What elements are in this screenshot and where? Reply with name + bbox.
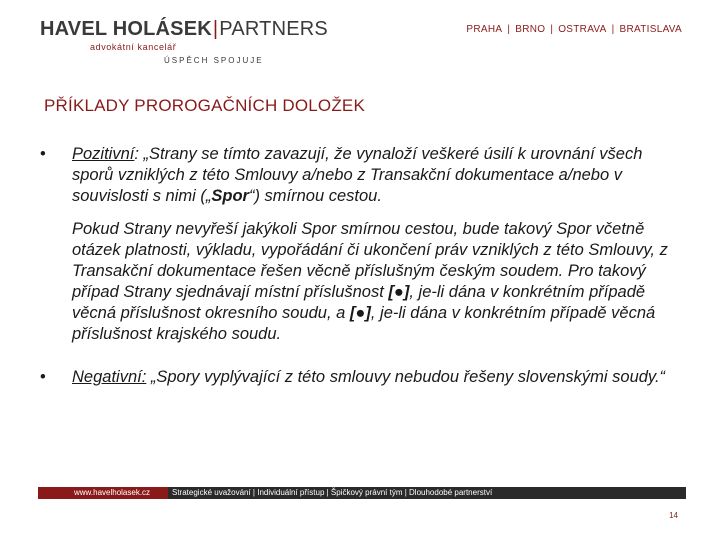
slide-title: PŘÍKLADY PROROGAČNÍCH DOLOŽEK: [44, 96, 365, 115]
city-separator: |: [507, 24, 511, 35]
slide-content: [40, 144, 680, 388]
bullet-lead-negative: Negativní:: [72, 368, 147, 386]
logo-divider: |: [212, 18, 219, 40]
placeholder-mark-1: [●]: [388, 283, 410, 301]
city-bratislava: BRATISLAVA: [619, 24, 682, 35]
placeholder-mark-2: [●]: [349, 304, 371, 322]
logo-wordmark: [40, 18, 328, 41]
logo-subtitle: advokátní kancelář: [90, 42, 177, 52]
bullet-negative: [40, 367, 680, 388]
city-brno: BRNO: [515, 24, 546, 35]
positive-clause-paragraph-1: [72, 144, 680, 207]
office-cities: [466, 24, 682, 35]
negative-text: „Spory vyplývající z této smlouvy nebudou řešeny slovenskými soudy.“: [146, 368, 666, 386]
logo-tagline: ÚSPĚCH SPOJUJE: [164, 56, 264, 65]
negative-clause-paragraph: [72, 367, 680, 388]
bullet-marker: •: [40, 368, 46, 386]
positive-text-d: , je-li dána v konkrétním případě věcná příslušnost okresního soudu, a: [72, 283, 646, 322]
defined-term-spor: Spor: [211, 187, 249, 205]
positive-text-c: Pokud Strany nevyřeší jakýkoli Spor smírnou cestou, bude takový Spor včetně otázek platnosti, výkladu, vypořádání či ukončení práv vzniklých z této Smlouvy, z Transakční dokumentace řešen věcně příslušným českým soudem. Pro takový případ Strany sjednávají místní příslušnost: [72, 220, 668, 301]
bullet-positive: [40, 144, 680, 345]
city-ostrava: OSTRAVA: [558, 24, 607, 35]
city-separator: |: [611, 24, 615, 35]
logo-name: HAVEL HOLÁSEK: [40, 18, 212, 40]
logo-partners: PARTNERS: [219, 18, 328, 40]
positive-clause-paragraph-2: [72, 219, 680, 345]
positive-text-b: “) smírnou cestou.: [248, 187, 382, 205]
company-logo: [40, 18, 328, 70]
positive-text-e: , je-li dána v konkrétním případě věcná příslušnost krajského soudu.: [72, 304, 656, 343]
city-praha: PRAHA: [466, 24, 503, 35]
positive-text-a: : „Strany se tímto zavazují, že vynaloží veškeré úsilí k urovnání všech sporů vzniklých z této Smlouvy a/nebo z Transakční dokumentace a/nebo v souvislosti s nimi („: [72, 145, 643, 205]
footer-values: Strategické uvažování | Individuální přístup | Špičkový právní tým | Dlouhodobé partnerství: [168, 487, 686, 499]
page-number: 14: [669, 511, 678, 520]
city-separator: |: [550, 24, 554, 35]
footer-bar: [38, 487, 686, 499]
bullet-lead-positive: Pozitivní: [72, 145, 135, 163]
bullet-marker: •: [40, 145, 46, 163]
footer-website: www.havelholasek.cz: [38, 487, 168, 499]
